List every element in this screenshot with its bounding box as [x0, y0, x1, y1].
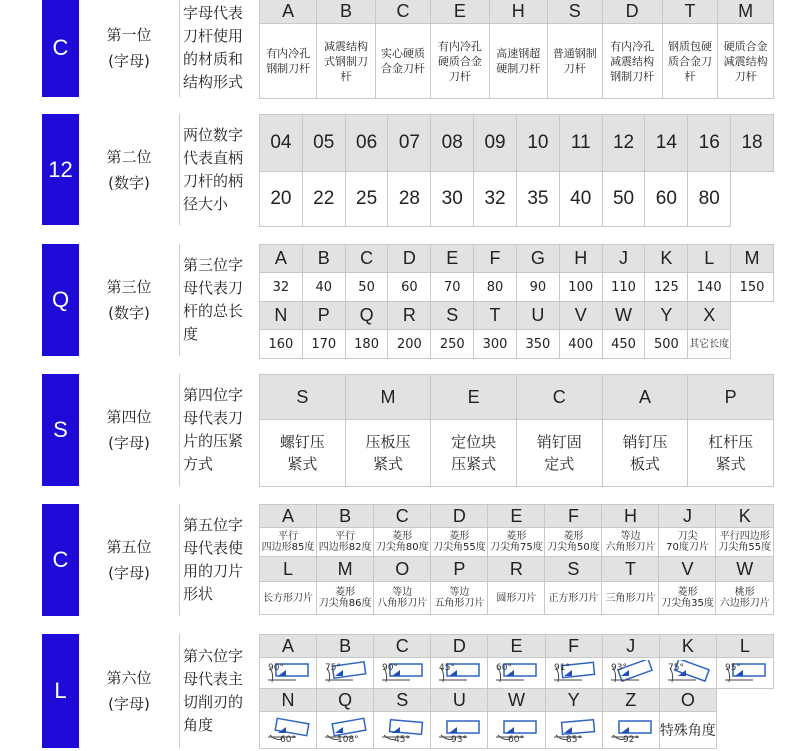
section-cutting-angle: [42, 634, 774, 748]
angle-code: Z: [602, 689, 659, 712]
angle-icon: [431, 658, 488, 689]
position-label: 第四位 (字母): [79, 374, 180, 486]
shape-desc: 菱形 刀尖角35度: [659, 582, 716, 615]
shape-code: T: [602, 557, 659, 582]
clamping-table: [259, 374, 774, 487]
shape-code: M: [317, 557, 374, 582]
material-desc: 普通钢制 刀杆: [547, 24, 602, 99]
svg-text:75°: 75°: [325, 663, 342, 673]
svg-text:45°: 45°: [394, 735, 411, 743]
length-value: 125: [645, 273, 688, 302]
length-code: M: [731, 245, 774, 273]
angle-icon: [317, 712, 374, 749]
shape-code: K: [716, 505, 774, 528]
length-value: 180: [345, 330, 388, 359]
diameter-value: 11: [559, 115, 602, 172]
material-code: E: [431, 0, 489, 24]
length-code: H: [559, 245, 602, 273]
diameter-value: 40: [559, 172, 602, 227]
svg-text:45°: 45°: [439, 663, 456, 673]
angle-code: N: [260, 689, 317, 712]
position-label: 第一位 (字母): [79, 0, 180, 97]
diameter-value: 10: [516, 115, 559, 172]
shape-code: D: [431, 505, 488, 528]
length-code: L: [688, 245, 731, 273]
length-value: 150: [731, 273, 774, 302]
angle-code: W: [488, 689, 545, 712]
length-value: 50: [345, 273, 388, 302]
length-table: [259, 244, 774, 359]
diameter-value: 20: [260, 172, 303, 227]
material-code: H: [489, 0, 547, 24]
length-code: R: [388, 302, 431, 330]
position-description: 第五位字 母代表使 用的刀片 形状: [183, 516, 244, 603]
length-code: A: [260, 245, 303, 273]
clamp-desc: 销钉压 板式: [602, 420, 688, 487]
diameter-value: 18: [731, 115, 774, 172]
angle-code: D: [431, 635, 488, 658]
length-value: 400: [559, 330, 602, 359]
length-code: T: [474, 302, 517, 330]
material-code: A: [260, 0, 317, 24]
empty-cell: [731, 172, 774, 227]
diameter-value: 16: [688, 115, 731, 172]
shape-desc: 菱形 刀尖角86度: [317, 582, 374, 615]
material-table: [259, 0, 774, 99]
shape-desc: 菱形 刀尖角75度: [488, 528, 545, 557]
shape-desc: 菱形 刀尖角55度: [431, 528, 488, 557]
position-label: 第三位 (数字): [79, 244, 180, 356]
svg-text:108°: 108°: [337, 735, 359, 743]
svg-text:95°: 95°: [724, 663, 741, 673]
svg-text:92°: 92°: [622, 735, 639, 743]
code-number: 12: [42, 114, 79, 225]
shape-desc: 平行四边形 刀尖角55度: [716, 528, 774, 557]
angle-icon: [659, 658, 716, 689]
svg-text:90°: 90°: [382, 663, 399, 673]
clamp-desc: 销钉固 定式: [516, 420, 602, 487]
material-code: M: [718, 0, 774, 24]
length-value: 60: [388, 273, 431, 302]
shape-code: L: [260, 557, 317, 582]
material-desc: 有内冷孔 减震结构 钢制刀杆: [602, 24, 662, 99]
length-code: P: [302, 302, 345, 330]
length-value: 450: [602, 330, 645, 359]
shape-code: F: [545, 505, 602, 528]
angle-code: E: [488, 635, 545, 658]
clamp-code: S: [260, 375, 346, 420]
length-code: S: [431, 302, 474, 330]
angle-icon: [716, 658, 773, 689]
diameter-value: 08: [431, 115, 474, 172]
angle-icon: [545, 712, 602, 749]
shape-desc: 平行 四边形85度: [260, 528, 317, 557]
angle-code: L: [716, 635, 773, 658]
position-description: 第六位字 母代表主 切削刃的 角度: [183, 647, 244, 734]
diameter-value: 06: [345, 115, 388, 172]
angle-table: [259, 634, 774, 749]
section-shank-diameter: [42, 114, 774, 225]
angle-icon: [374, 712, 431, 749]
length-value: 140: [688, 273, 731, 302]
diameter-value: 35: [516, 172, 559, 227]
section-insert-shape: [42, 504, 774, 616]
diameter-value: 32: [474, 172, 517, 227]
svg-text:75°: 75°: [667, 663, 684, 673]
material-desc: 有内冷孔 硬质合金 刀杆: [431, 24, 489, 99]
clamp-desc: 定位块 压紧式: [431, 420, 517, 487]
empty-cell: [731, 330, 774, 359]
section-total-length: [42, 244, 774, 356]
length-code: J: [602, 245, 645, 273]
material-code: S: [547, 0, 602, 24]
length-value: 160: [260, 330, 303, 359]
length-value: 100: [559, 273, 602, 302]
shape-desc: 桃形 六边形刀片: [716, 582, 774, 615]
clamp-code: M: [345, 375, 431, 420]
angle-code: C: [374, 635, 431, 658]
shape-code: H: [602, 505, 659, 528]
position-label: 第二位 (数字): [79, 114, 180, 225]
shape-code: E: [488, 505, 545, 528]
angle-code: U: [431, 689, 488, 712]
diameter-value: 12: [602, 115, 645, 172]
length-value: 70: [431, 273, 474, 302]
material-code: D: [602, 0, 662, 24]
length-value: 300: [474, 330, 517, 359]
length-code: W: [602, 302, 645, 330]
diameter-value: 09: [474, 115, 517, 172]
shape-desc: 正方形刀片: [545, 582, 602, 615]
diameter-value: 80: [688, 172, 731, 227]
clamp-code: C: [516, 375, 602, 420]
svg-text:85°: 85°: [565, 735, 582, 743]
position-description: 第三位字 母代表刀 杆的总长 度: [183, 256, 244, 343]
svg-text:90°: 90°: [268, 663, 284, 673]
length-value: 170: [302, 330, 345, 359]
shape-desc: 菱形 刀尖角50度: [545, 528, 602, 557]
length-code: B: [302, 245, 345, 273]
shape-desc: 圆形刀片: [488, 582, 545, 615]
shape-desc: 等边 五角形刀片: [431, 582, 488, 615]
empty-cell: [731, 302, 774, 330]
angle-icon: [488, 712, 545, 749]
shape-code: P: [431, 557, 488, 582]
empty-cell: [716, 712, 773, 749]
length-code: U: [516, 302, 559, 330]
material-desc: 硬质合金 减震结构 刀杆: [718, 24, 774, 99]
shape-code: J: [659, 505, 716, 528]
length-value: 其它长度: [688, 330, 731, 359]
diameter-value: 04: [260, 115, 303, 172]
diameter-value: 50: [602, 172, 645, 227]
clamp-desc: 螺钉压 紧式: [260, 420, 346, 487]
shape-desc: 等边 八角形刀片: [374, 582, 431, 615]
shape-desc: 菱形 刀尖角80度: [374, 528, 431, 557]
diameter-value: 22: [302, 172, 345, 227]
shape-desc: 平行 四边形82度: [317, 528, 374, 557]
angle-code: F: [545, 635, 602, 658]
material-desc: 有内冷孔 钢制刀杆: [260, 24, 317, 99]
empty-cell: [716, 689, 773, 712]
length-code: V: [559, 302, 602, 330]
position-description: 两位数字 代表直柄 刀杆的柄 径大小: [183, 125, 244, 213]
shape-code: O: [374, 557, 431, 582]
length-code: K: [645, 245, 688, 273]
svg-text:93°: 93°: [451, 735, 468, 743]
code-letter: S: [42, 374, 79, 486]
clamp-code: E: [431, 375, 517, 420]
length-value: 32: [260, 273, 303, 302]
code-letter: L: [42, 634, 79, 748]
clamp-code: A: [602, 375, 688, 420]
angle-icon: [545, 658, 602, 689]
length-code: C: [345, 245, 388, 273]
shape-code: S: [545, 557, 602, 582]
length-value: 500: [645, 330, 688, 359]
shape-desc: 等边 六角形刀片: [602, 528, 659, 557]
angle-code: S: [374, 689, 431, 712]
angle-code: Y: [545, 689, 602, 712]
length-code: G: [516, 245, 559, 273]
diameter-value: 30: [431, 172, 474, 227]
material-desc: 钢质包硬 质合金刀 杆: [662, 24, 717, 99]
length-value: 350: [516, 330, 559, 359]
shape-desc: 三角形刀片: [602, 582, 659, 615]
shape-code: W: [716, 557, 774, 582]
length-code: F: [474, 245, 517, 273]
position-label: 第五位 (字母): [79, 504, 180, 616]
angle-code: K: [659, 635, 716, 658]
material-code: C: [375, 0, 431, 24]
angle-icon: [602, 658, 659, 689]
position-label: 第六位 (字母): [79, 634, 180, 748]
special-angle-text: 特殊角度: [659, 712, 716, 749]
svg-text:91°: 91°: [553, 663, 570, 673]
angle-code: A: [260, 635, 317, 658]
material-code: T: [662, 0, 717, 24]
length-value: 80: [474, 273, 517, 302]
material-desc: 高速钢超 硬制刀杆: [489, 24, 547, 99]
length-value: 110: [602, 273, 645, 302]
material-desc: 实心硬质 合金刀杆: [375, 24, 431, 99]
length-code: N: [260, 302, 303, 330]
position-description: 第四位字 母代表刀 片的压紧 方式: [183, 386, 244, 473]
code-letter: C: [42, 0, 79, 97]
diameter-value: 25: [345, 172, 388, 227]
length-value: 90: [516, 273, 559, 302]
clamp-desc: 压板压 紧式: [345, 420, 431, 487]
svg-text:60°: 60°: [280, 735, 296, 743]
angle-code: O: [659, 689, 716, 712]
diameter-value: 14: [645, 115, 688, 172]
angle-code: B: [317, 635, 374, 658]
shape-code: A: [260, 505, 317, 528]
shape-code: R: [488, 557, 545, 582]
shape-code: C: [374, 505, 431, 528]
angle-icon: [431, 712, 488, 749]
length-value: 200: [388, 330, 431, 359]
length-code: X: [688, 302, 731, 330]
shape-desc: 长方形刀片: [260, 582, 317, 615]
section-clamping: [42, 374, 774, 486]
diameter-value: 07: [388, 115, 431, 172]
shape-desc: 刀尖 70度刀片: [659, 528, 716, 557]
material-desc: 减震结构 式钢制刀 杆: [317, 24, 375, 99]
angle-icon: [374, 658, 431, 689]
section-tool-material: [42, 0, 774, 97]
angle-icon: [317, 658, 374, 689]
diameter-table: [259, 114, 774, 227]
angle-icon: [602, 712, 659, 749]
shape-code: V: [659, 557, 716, 582]
material-code: B: [317, 0, 375, 24]
length-value: 250: [431, 330, 474, 359]
clamp-desc: 杠杆压 紧式: [688, 420, 774, 487]
position-description: 字母代表 刀杆使用 的材质和 结构形式: [183, 3, 244, 91]
angle-code: J: [602, 635, 659, 658]
clamp-code: P: [688, 375, 774, 420]
code-letter: Q: [42, 244, 79, 356]
svg-text:60°: 60°: [508, 735, 525, 743]
angle-icon: [260, 658, 317, 689]
angle-icon: [488, 658, 545, 689]
shape-code: B: [317, 505, 374, 528]
length-code: D: [388, 245, 431, 273]
diameter-value: 28: [388, 172, 431, 227]
code-letter: C: [42, 504, 79, 616]
length-code: Y: [645, 302, 688, 330]
length-code: E: [431, 245, 474, 273]
diameter-value: 05: [302, 115, 345, 172]
angle-icon: [260, 712, 317, 749]
length-value: 40: [302, 273, 345, 302]
diameter-value: 60: [645, 172, 688, 227]
svg-text:60°: 60°: [496, 663, 513, 673]
length-code: Q: [345, 302, 388, 330]
shape-table: [259, 504, 774, 615]
svg-text:93°: 93°: [610, 663, 627, 673]
angle-code: Q: [317, 689, 374, 712]
